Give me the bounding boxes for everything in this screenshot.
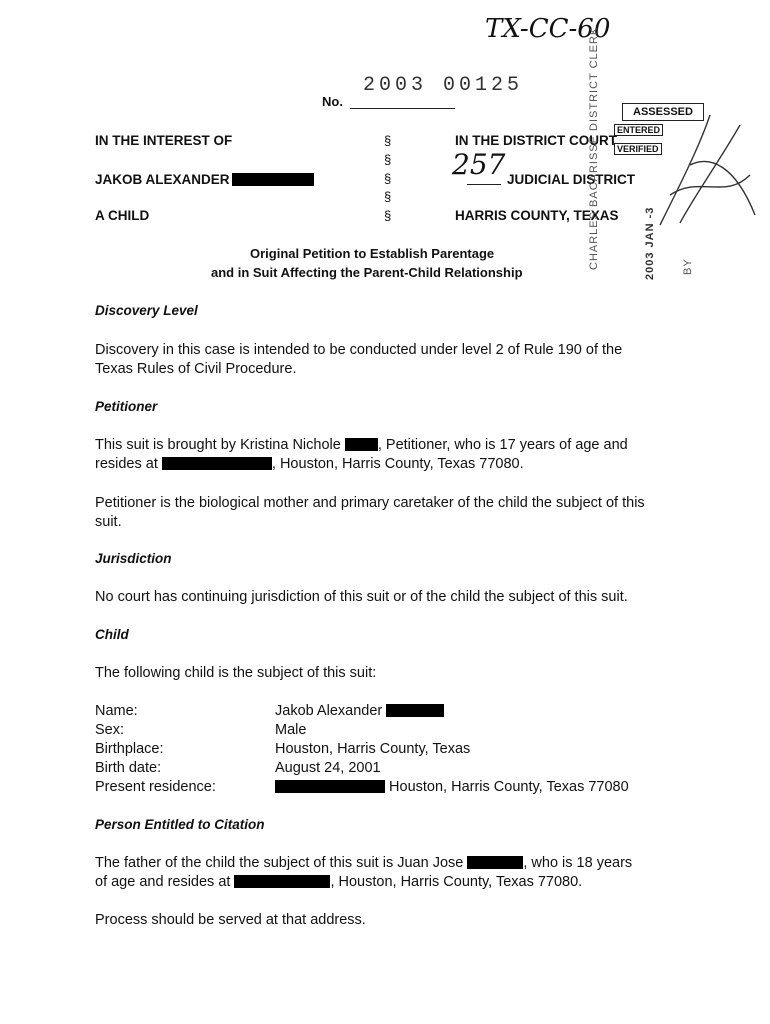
- petitioner-relation-line2: suit.: [95, 514, 122, 530]
- child-label-birth-date: Birth date:: [95, 760, 162, 776]
- child-value-birth-date: August 24, 2001: [275, 760, 381, 776]
- section-mark: §: [384, 171, 392, 186]
- heading-jurisdiction: Jurisdiction: [95, 551, 172, 566]
- discovery-text-line1: Discovery in this case is intended to be conducted under level 2 of Rule 190 of the: [95, 342, 623, 358]
- petitioner-line2: resides at , Houston, Harris County, Texas 77080.: [95, 456, 524, 472]
- petition-title-line1: Original Petition to Establish Parentage: [250, 246, 495, 261]
- child-value-residence: Houston, Harris County, Texas 77080: [275, 778, 629, 797]
- redaction-block: [467, 856, 523, 869]
- verified-stamp: VERIFIED: [614, 143, 662, 155]
- assessed-stamp: ASSESSED: [622, 103, 704, 121]
- child-label-residence: Present residence:: [95, 779, 216, 795]
- child-value-sex: Male: [275, 722, 307, 738]
- child-label-birthplace: Birthplace:: [95, 741, 164, 757]
- petition-title-line2: and in Suit Affecting the Parent-Child Relationship: [211, 265, 523, 280]
- caption-a-child: A CHILD: [95, 208, 150, 223]
- child-label-name: Name:: [95, 703, 138, 719]
- section-mark: §: [384, 189, 392, 204]
- section-mark: §: [384, 208, 392, 223]
- child-label-sex: Sex:: [95, 722, 125, 738]
- case-number: 2003 00125: [363, 74, 524, 97]
- heading-discovery-level: Discovery Level: [95, 303, 198, 318]
- redaction-block: [234, 875, 330, 888]
- handwritten-court-number: 257: [452, 148, 506, 181]
- caption-harris-county: HARRIS COUNTY, TEXAS: [455, 208, 619, 223]
- child-value-name: Jakob Alexander: [275, 702, 444, 721]
- jurisdiction-text: No court has continuing jurisdiction of this suit or of the child the subject of this suit.: [95, 589, 628, 605]
- caption-interest-of: IN THE INTEREST OF: [95, 133, 233, 148]
- entered-stamp: ENTERED: [614, 124, 663, 136]
- redaction-block: [386, 704, 444, 717]
- child-value-birthplace: Houston, Harris County, Texas: [275, 741, 471, 757]
- handwritten-case-code: TX-CC-60: [485, 14, 611, 44]
- caption-district-court: IN THE DISTRICT COURT: [455, 133, 617, 148]
- caption-child-name: JAKOB ALEXANDER: [95, 172, 314, 187]
- heading-child: Child: [95, 627, 129, 642]
- case-number-label: No.: [322, 94, 343, 109]
- redaction-block: [162, 457, 272, 470]
- redaction-block: [232, 173, 314, 186]
- petitioner-line1: This suit is brought by Kristina Nichole , Petitioner, who is 17 years of age and: [95, 437, 628, 453]
- heading-person-entitled-to-citation: Person Entitled to Citation: [95, 817, 265, 832]
- discovery-text-line2: Texas Rules of Civil Procedure.: [95, 361, 297, 377]
- court-number-underline: [467, 184, 501, 185]
- child-intro: The following child is the subject of this suit:: [95, 665, 377, 681]
- citation-process-text: Process should be served at that address.: [95, 912, 366, 928]
- section-mark: §: [384, 152, 392, 167]
- filed-stamp-vertical: CHARLES BACARISSE DISTRICT CLERK: [588, 26, 600, 270]
- signature-scribble: [640, 105, 760, 230]
- heading-petitioner: Petitioner: [95, 399, 158, 414]
- citation-line1: The father of the child the subject of this suit is Juan Jose , who is 18 years: [95, 855, 633, 871]
- section-mark: §: [384, 133, 392, 148]
- filed-by-vertical: BY: [682, 258, 694, 275]
- redaction-block: [275, 780, 385, 793]
- case-number-underline: [350, 108, 455, 109]
- filed-date-vertical: 2003 JAN -3: [644, 206, 656, 280]
- redaction-block: [345, 438, 378, 451]
- petitioner-relation-line1: Petitioner is the biological mother and primary caretaker of the child the subject of this: [95, 495, 645, 511]
- caption-judicial-district: JUDICIAL DISTRICT: [507, 172, 636, 187]
- citation-line2: of age and resides at , Houston, Harris County, Texas 77080.: [95, 874, 583, 890]
